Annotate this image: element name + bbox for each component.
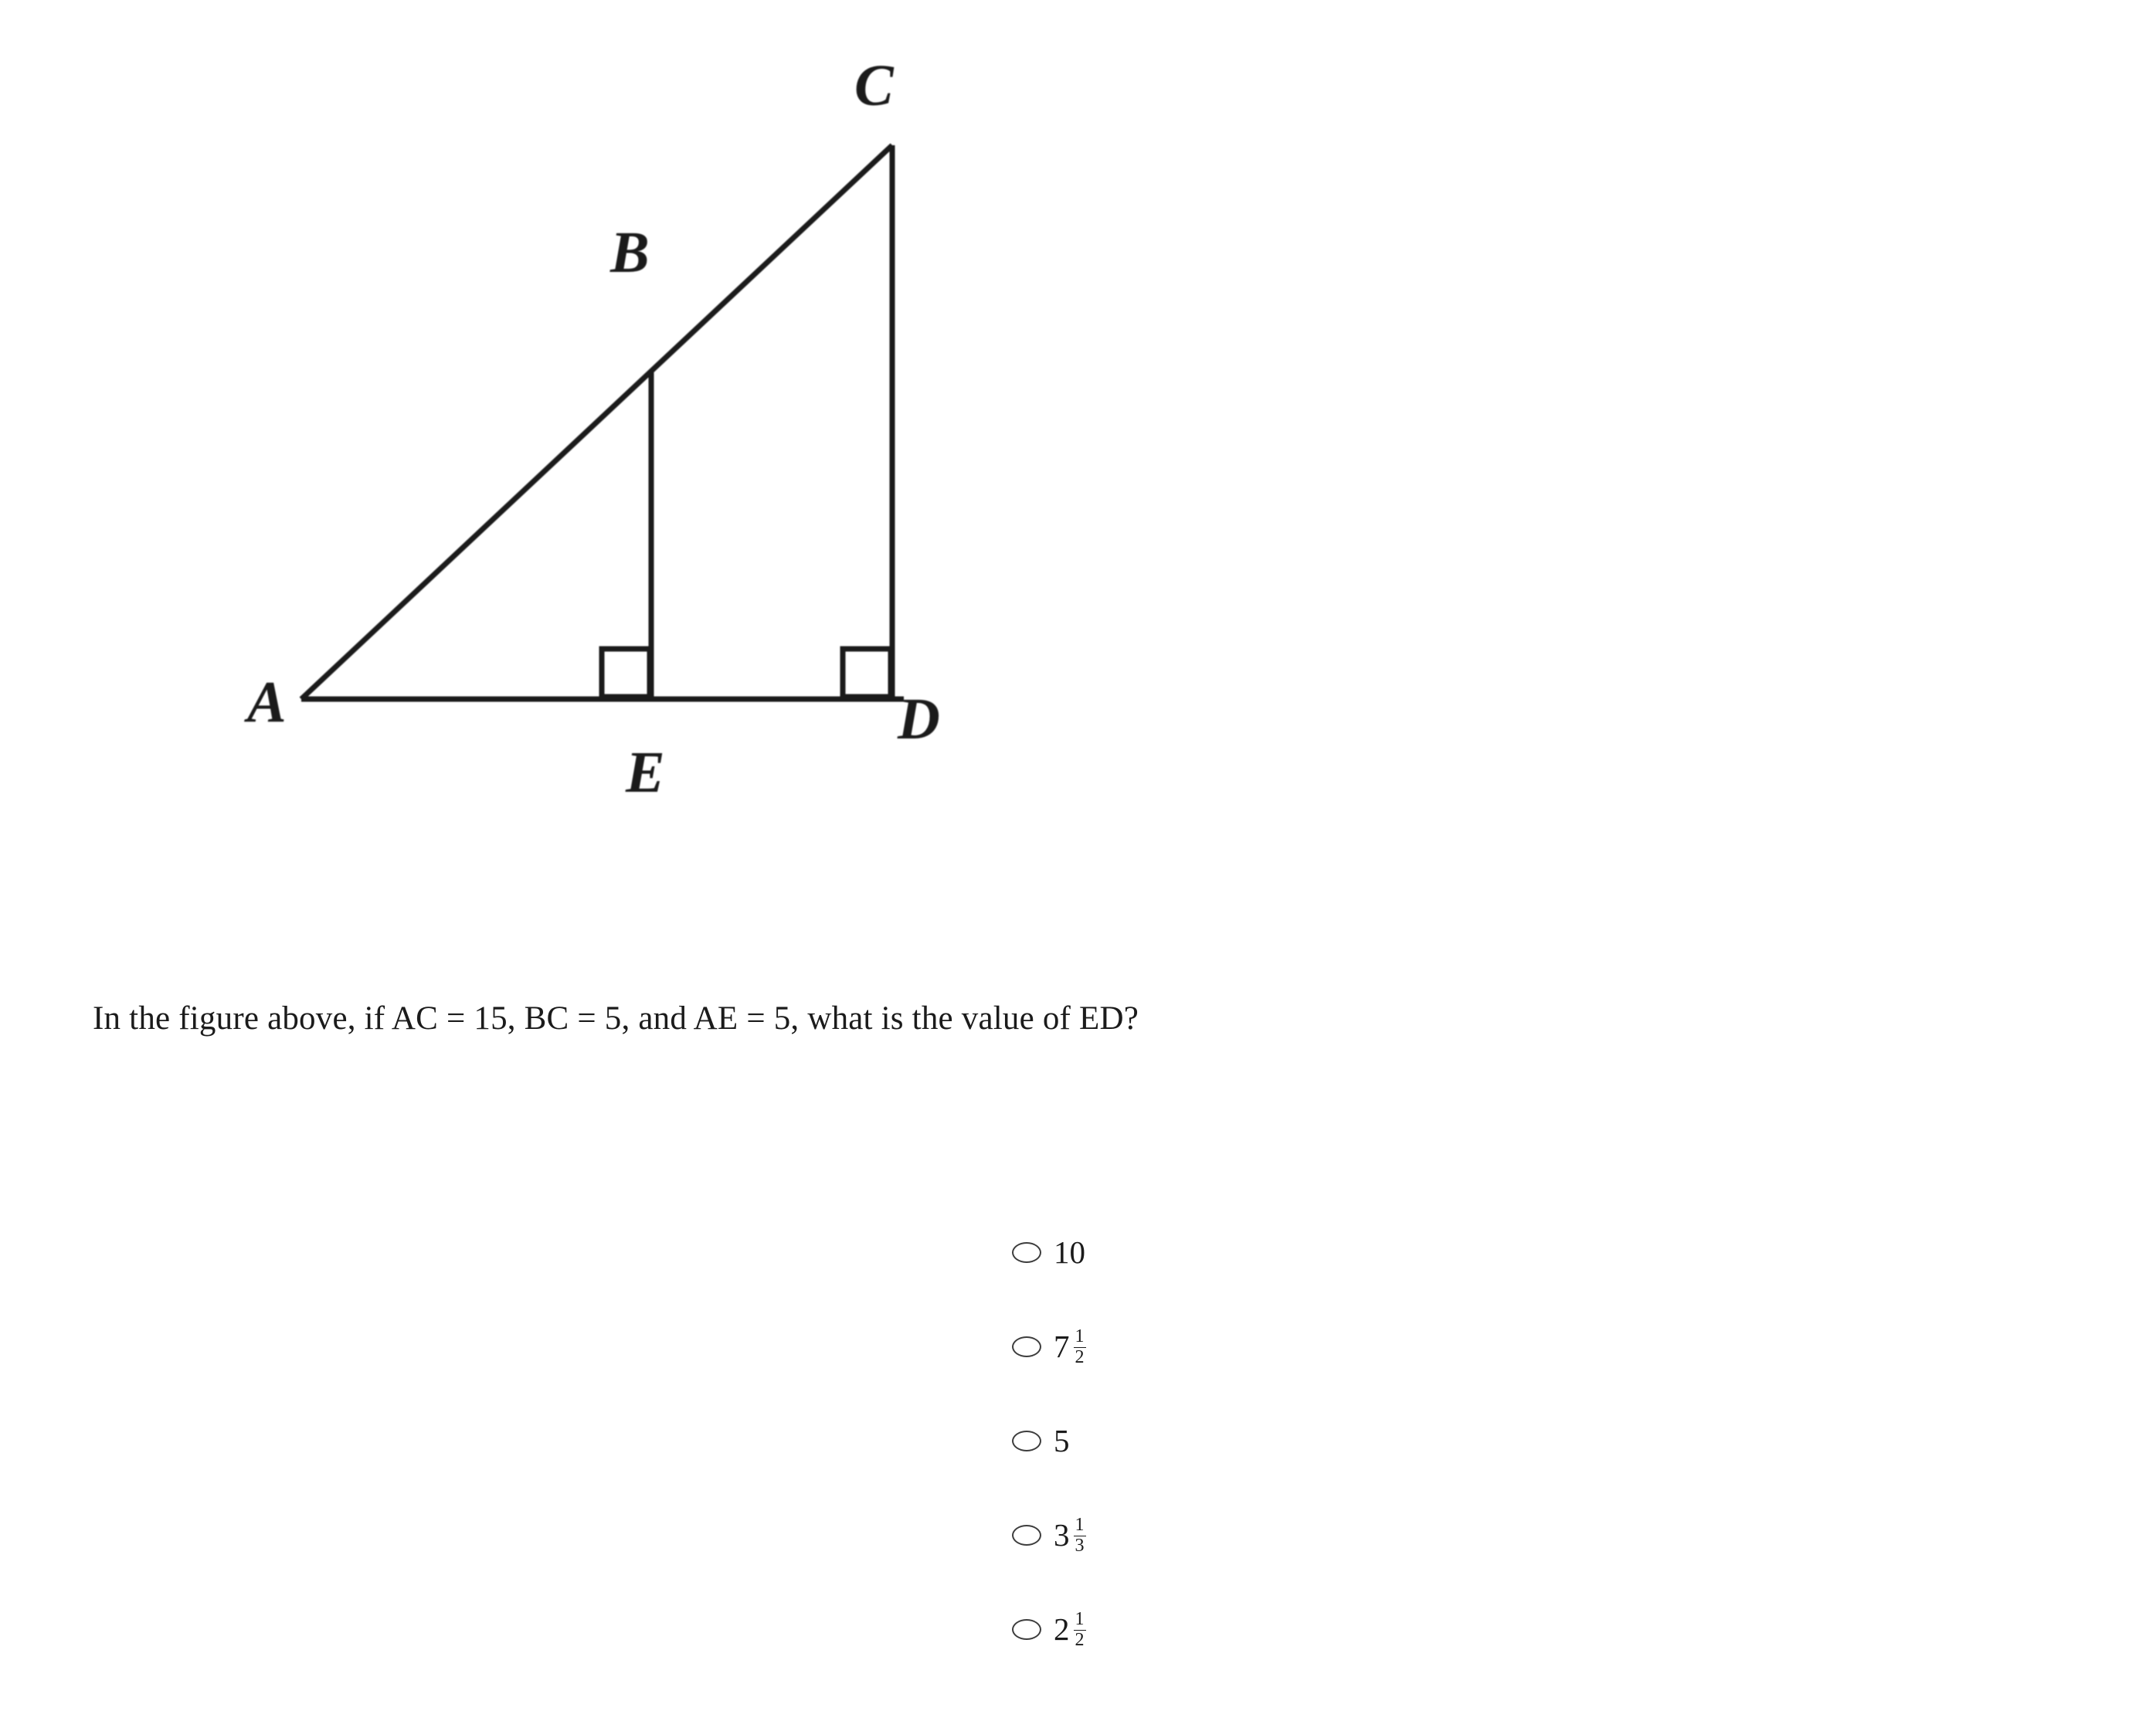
list-item[interactable] (1012, 1394, 1707, 1488)
choice-fraction-4 (1074, 1516, 1086, 1556)
radio-button-choice-1[interactable] (1012, 1242, 1041, 1263)
fraction-denominator: 3 (1075, 1535, 1085, 1556)
list-item[interactable] (1012, 1205, 1707, 1299)
answer-choices-list (1012, 1205, 1707, 1676)
vertex-label-A: A (247, 670, 287, 735)
list-item[interactable] (1012, 1582, 1707, 1676)
choice-label-5 (1054, 1609, 1086, 1649)
segment-AC (301, 145, 892, 699)
fraction-numerator: 1 (1075, 1609, 1085, 1630)
vertex-label-E: E (626, 740, 665, 803)
choice-whole-3: 5 (1054, 1423, 1070, 1458)
choice-label-3 (1054, 1422, 1074, 1459)
radio-button-choice-5[interactable] (1012, 1619, 1041, 1640)
radio-button-choice-4[interactable] (1012, 1525, 1041, 1546)
right-angle-mark-at-D (843, 649, 891, 697)
choice-whole-1: 10 (1054, 1234, 1085, 1270)
list-item[interactable] (1012, 1488, 1707, 1582)
vertex-label-D: D (898, 687, 940, 752)
fraction-denominator: 2 (1075, 1346, 1085, 1367)
right-angle-mark-at-E (602, 649, 650, 697)
choice-whole-5: 2 (1054, 1611, 1070, 1647)
vertex-label-B: B (610, 220, 650, 285)
question-text: In the figure above, if AC = 15, BC = 5, and AE = 5, what is the value of ED? (93, 1000, 1139, 1037)
geometry-figure (193, 31, 950, 803)
choice-fraction-2 (1074, 1327, 1086, 1367)
choice-whole-2: 7 (1054, 1329, 1070, 1364)
choice-label-4 (1054, 1515, 1086, 1555)
radio-button-choice-2[interactable] (1012, 1336, 1041, 1357)
choice-whole-4: 3 (1054, 1517, 1070, 1553)
list-item[interactable] (1012, 1299, 1707, 1394)
fraction-denominator: 2 (1075, 1629, 1085, 1650)
choice-label-2 (1054, 1326, 1086, 1366)
choice-fraction-5 (1074, 1610, 1086, 1650)
choice-label-1 (1054, 1234, 1089, 1271)
figure-container (193, 31, 950, 803)
radio-button-choice-3[interactable] (1012, 1431, 1041, 1451)
vertex-label-C: C (854, 53, 894, 118)
fraction-numerator: 1 (1075, 1515, 1085, 1536)
fraction-numerator: 1 (1075, 1326, 1085, 1347)
